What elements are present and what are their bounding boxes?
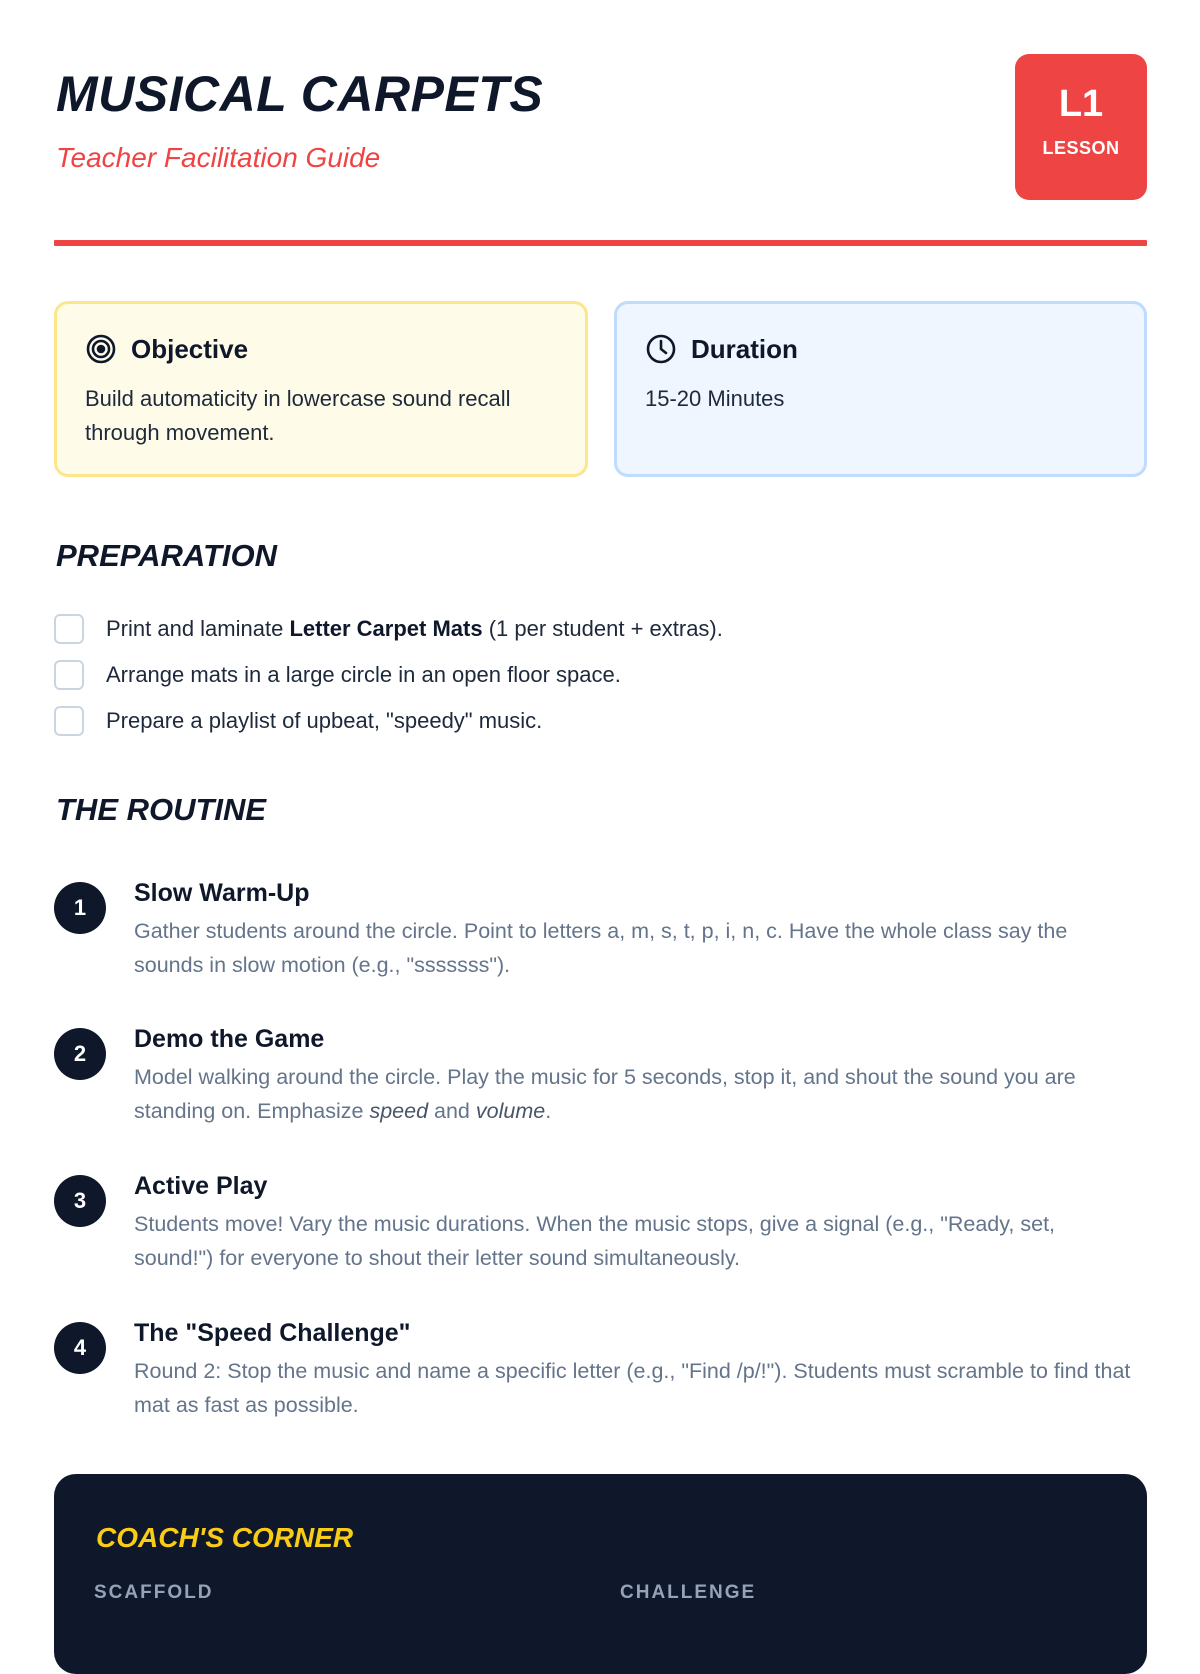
coach-corner <box>54 1474 1147 1674</box>
checklist-text: Prepare a playlist of upbeat, "speedy" music. <box>106 708 543 733</box>
checkbox[interactable] <box>54 614 84 644</box>
lesson-number: L1 <box>1058 83 1104 125</box>
page-subtitle: Teacher Facilitation Guide <box>56 142 381 173</box>
target-icon <box>85 333 117 365</box>
checkbox[interactable] <box>54 706 84 736</box>
step-title: Active Play <box>134 1172 268 1200</box>
duration-text: 15-20 Minutes <box>645 386 785 411</box>
objective-text: Build automaticity in lowercase sound recall through movement. <box>85 386 511 445</box>
objective-title: Objective <box>131 333 249 364</box>
step-number: 2 <box>54 1028 106 1080</box>
step-description: Round 2: Stop the music and name a specific letter (e.g., "Find /p/!"). Students must scramble to find that mat as fast as possible. <box>134 1359 1131 1417</box>
page-title: MUSICAL CARPETS <box>56 66 544 122</box>
step-title: Slow Warm-Up <box>134 879 310 907</box>
checklist-text: Print and laminate Letter Carpet Mats (1 per student + extras). <box>106 616 723 641</box>
challenge-label: CHALLENGE <box>620 1582 757 1603</box>
coach-corner-title: COACH'S CORNER <box>96 1522 354 1553</box>
lesson-page <box>54 0 1147 1603</box>
step-description: Model walking around the circle. Play the music for 5 seconds, stop it, and shout the sound you are standing on. Emphasize speed and volume. <box>134 1065 1076 1123</box>
checkbox[interactable] <box>54 660 84 690</box>
header-divider <box>54 240 1147 246</box>
clock-icon <box>645 333 677 365</box>
step-title: The "Speed Challenge" <box>134 1319 411 1347</box>
preparation-checklist <box>54 606 1147 744</box>
duration-title: Duration <box>691 333 798 364</box>
checklist-item <box>54 606 1147 652</box>
objective-card <box>54 301 588 477</box>
step-number: 4 <box>54 1322 106 1374</box>
step-description: Students move! Vary the music durations. When the music stops, give a signal (e.g., "Ready, set, sound!") for everyone to shout their letter sound simultaneously. <box>134 1212 1056 1270</box>
checklist-text: Arrange mats in a large circle in an open floor space. <box>106 662 621 687</box>
step-number: 1 <box>54 882 106 934</box>
preparation-heading: PREPARATION <box>56 538 278 573</box>
step-description: Gather students around the circle. Point to letters a, m, s, t, p, i, n, c. Have the whole class say the sounds in slow motion (e.g., "sssssss"). <box>134 919 1068 977</box>
routine-heading: THE ROUTINE <box>56 792 267 827</box>
lesson-badge <box>1015 54 1147 200</box>
step-number: 3 <box>54 1175 106 1227</box>
checklist-item <box>54 652 1147 698</box>
checklist-item <box>54 698 1147 744</box>
step-title: Demo the Game <box>134 1025 325 1053</box>
lesson-label: LESSON <box>1042 138 1120 158</box>
scaffold-label: SCAFFOLD <box>94 1582 214 1603</box>
duration-card <box>614 301 1147 477</box>
